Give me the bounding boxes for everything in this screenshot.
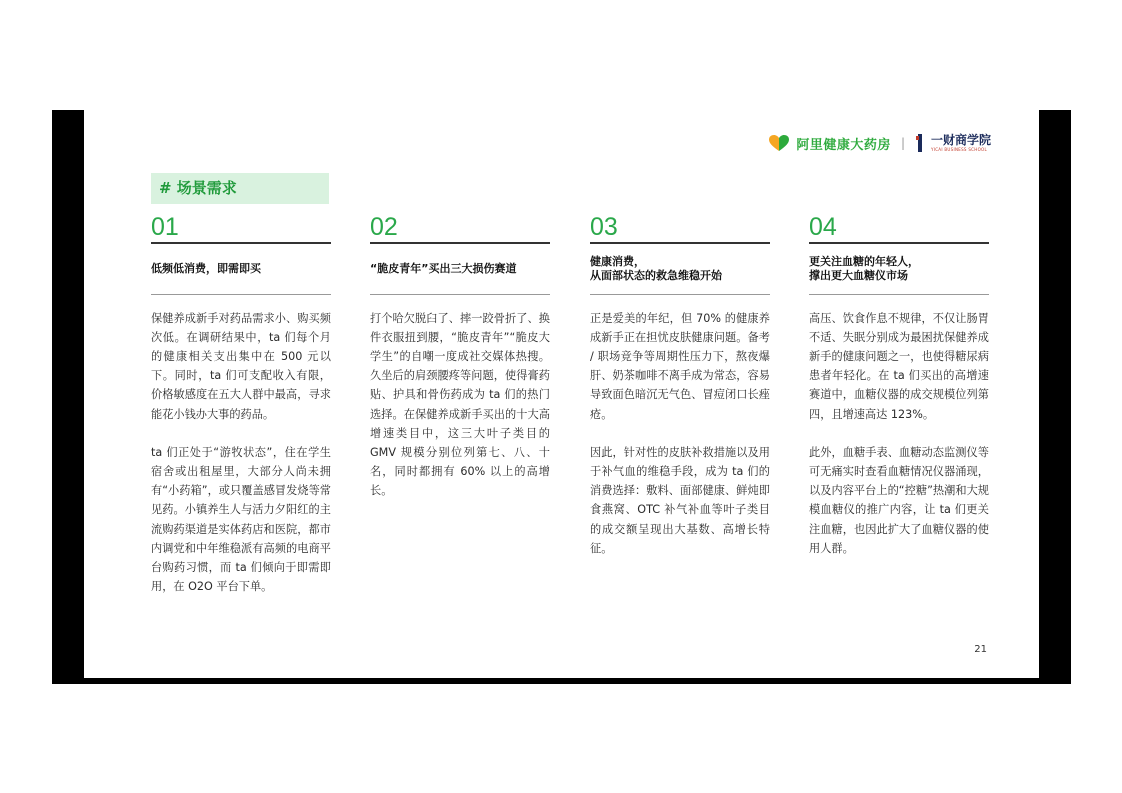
ali-health-heart-icon	[768, 134, 790, 152]
column-heading-line: 撑出更大血糖仪市场	[809, 268, 908, 282]
body-paragraph: 高压、饮食作息不规律，不仅让肠胃不适、失眠分别成为最困扰保健养成新手的健康问题之一，也使得糖尿病患者年轻化。在 ta 们买出的高增速赛道中，血糖仪器的成交规模位列第四，且增速高达 123%。	[809, 311, 989, 421]
body-paragraph: 保健养成新手对药品需求小、购买频次低。在调研结果中，ta 们每个月的健康相关支出集中在 500 元以下。同时，ta 们可支配收入有限，价格敏感度在五大人群中最高，寻求能花小钱办大事的药品。	[151, 311, 331, 421]
column-heading-line: 低频低消费，即需即买	[151, 261, 261, 275]
column-number: 03	[590, 213, 618, 241]
column-body	[370, 309, 550, 501]
yicai-logo-name: 一财商学院	[930, 133, 991, 147]
body-paragraph: ta 们正处于“游牧状态”，住在学生宿舍或出租屋里，大部分人尚未拥有“小药箱”，或只覆盖感冒发烧等常见药。小镇养生人与活力夕阳红的主流购药渠道是实体药店和医院，都市内调党和中年维稳派有高频的电商平台购药习惯，而 ta 们倾向于即需即用，在 O2O 平台下单。	[151, 445, 331, 594]
column-divider-bottom	[370, 294, 550, 295]
column-heading-line: “脆皮青年”买出三大损伤赛道	[370, 261, 517, 275]
column-heading	[809, 244, 989, 294]
column-heading	[590, 244, 770, 294]
body-paragraph: 正是爱美的年纪，但 70% 的健康养成新手正在担忧皮肤健康问题。备考 / 职场竞争等周期性压力下，熬夜爆肝、奶茶咖啡不离手成为常态，容易导致面色暗沉无气色、冒痘闭口长痤疮。	[590, 311, 770, 421]
column-number: 01	[151, 213, 179, 241]
column-heading-line: 健康消费，	[590, 254, 645, 268]
body-paragraph: 打个哈欠脱臼了、摔一跤骨折了、换件衣服扭到腰，“脆皮青年”“脆皮大学生”的自嘲一度成社交媒体热搜。久坐后的肩颈腰疼等问题，使得膏药贴、护具和骨伤药成为 ta 们的热门选择。在保健养成新手买出的十大高增速类目中，这三大叶子类目的 GMV 规模分别位列第七、八、十名，同时都拥有 60% 以上的高增长。	[370, 311, 550, 498]
body-paragraph: 此外，血糖手表、血糖动态监测仪等可无痛实时查看血糖情况仪器涌现，以及内容平台上的“控糖”热潮和大规模血糖仪的推广内容，让 ta 们更关注血糖，也因此扩大了血糖仪器的使用人群。	[809, 445, 989, 555]
column-divider-bottom	[809, 294, 989, 295]
column-03	[590, 214, 770, 577]
yicai-logo-subtitle: YICAI BUSINESS SCHOOL	[930, 147, 988, 152]
column-01	[151, 214, 331, 615]
body-paragraph: 因此，针对性的皮肤补救措施以及用于补气血的维稳手段，成为 ta 们的消费选择：敷料、面部健康、鲜炖即食燕窝、OTC 补气补血等叶子类目的成交额呈现出大基数、高增长特征。	[590, 445, 770, 555]
column-number: 02	[370, 213, 398, 241]
column-04	[809, 214, 989, 577]
logo-bar	[768, 132, 991, 154]
page-number: 21	[974, 644, 987, 655]
yicai-mark-icon	[915, 133, 925, 153]
logo-separator: |	[900, 136, 905, 150]
column-body	[809, 309, 989, 558]
column-body	[151, 309, 331, 597]
section-tag: # 场景需求	[151, 173, 329, 204]
ali-health-logo-text: 阿里健康大药房	[796, 137, 891, 153]
column-02	[370, 214, 550, 520]
column-number: 04	[809, 213, 837, 241]
column-heading	[151, 244, 331, 294]
column-divider-bottom	[590, 294, 770, 295]
column-heading	[370, 244, 550, 294]
column-body	[590, 309, 770, 558]
column-heading-line: 从面部状态的救急维稳开始	[590, 268, 722, 282]
report-page	[84, 110, 1039, 678]
column-divider-bottom	[151, 294, 331, 295]
yicai-logo	[931, 134, 991, 152]
column-heading-line: 更关注血糖的年轻人，	[809, 254, 919, 268]
